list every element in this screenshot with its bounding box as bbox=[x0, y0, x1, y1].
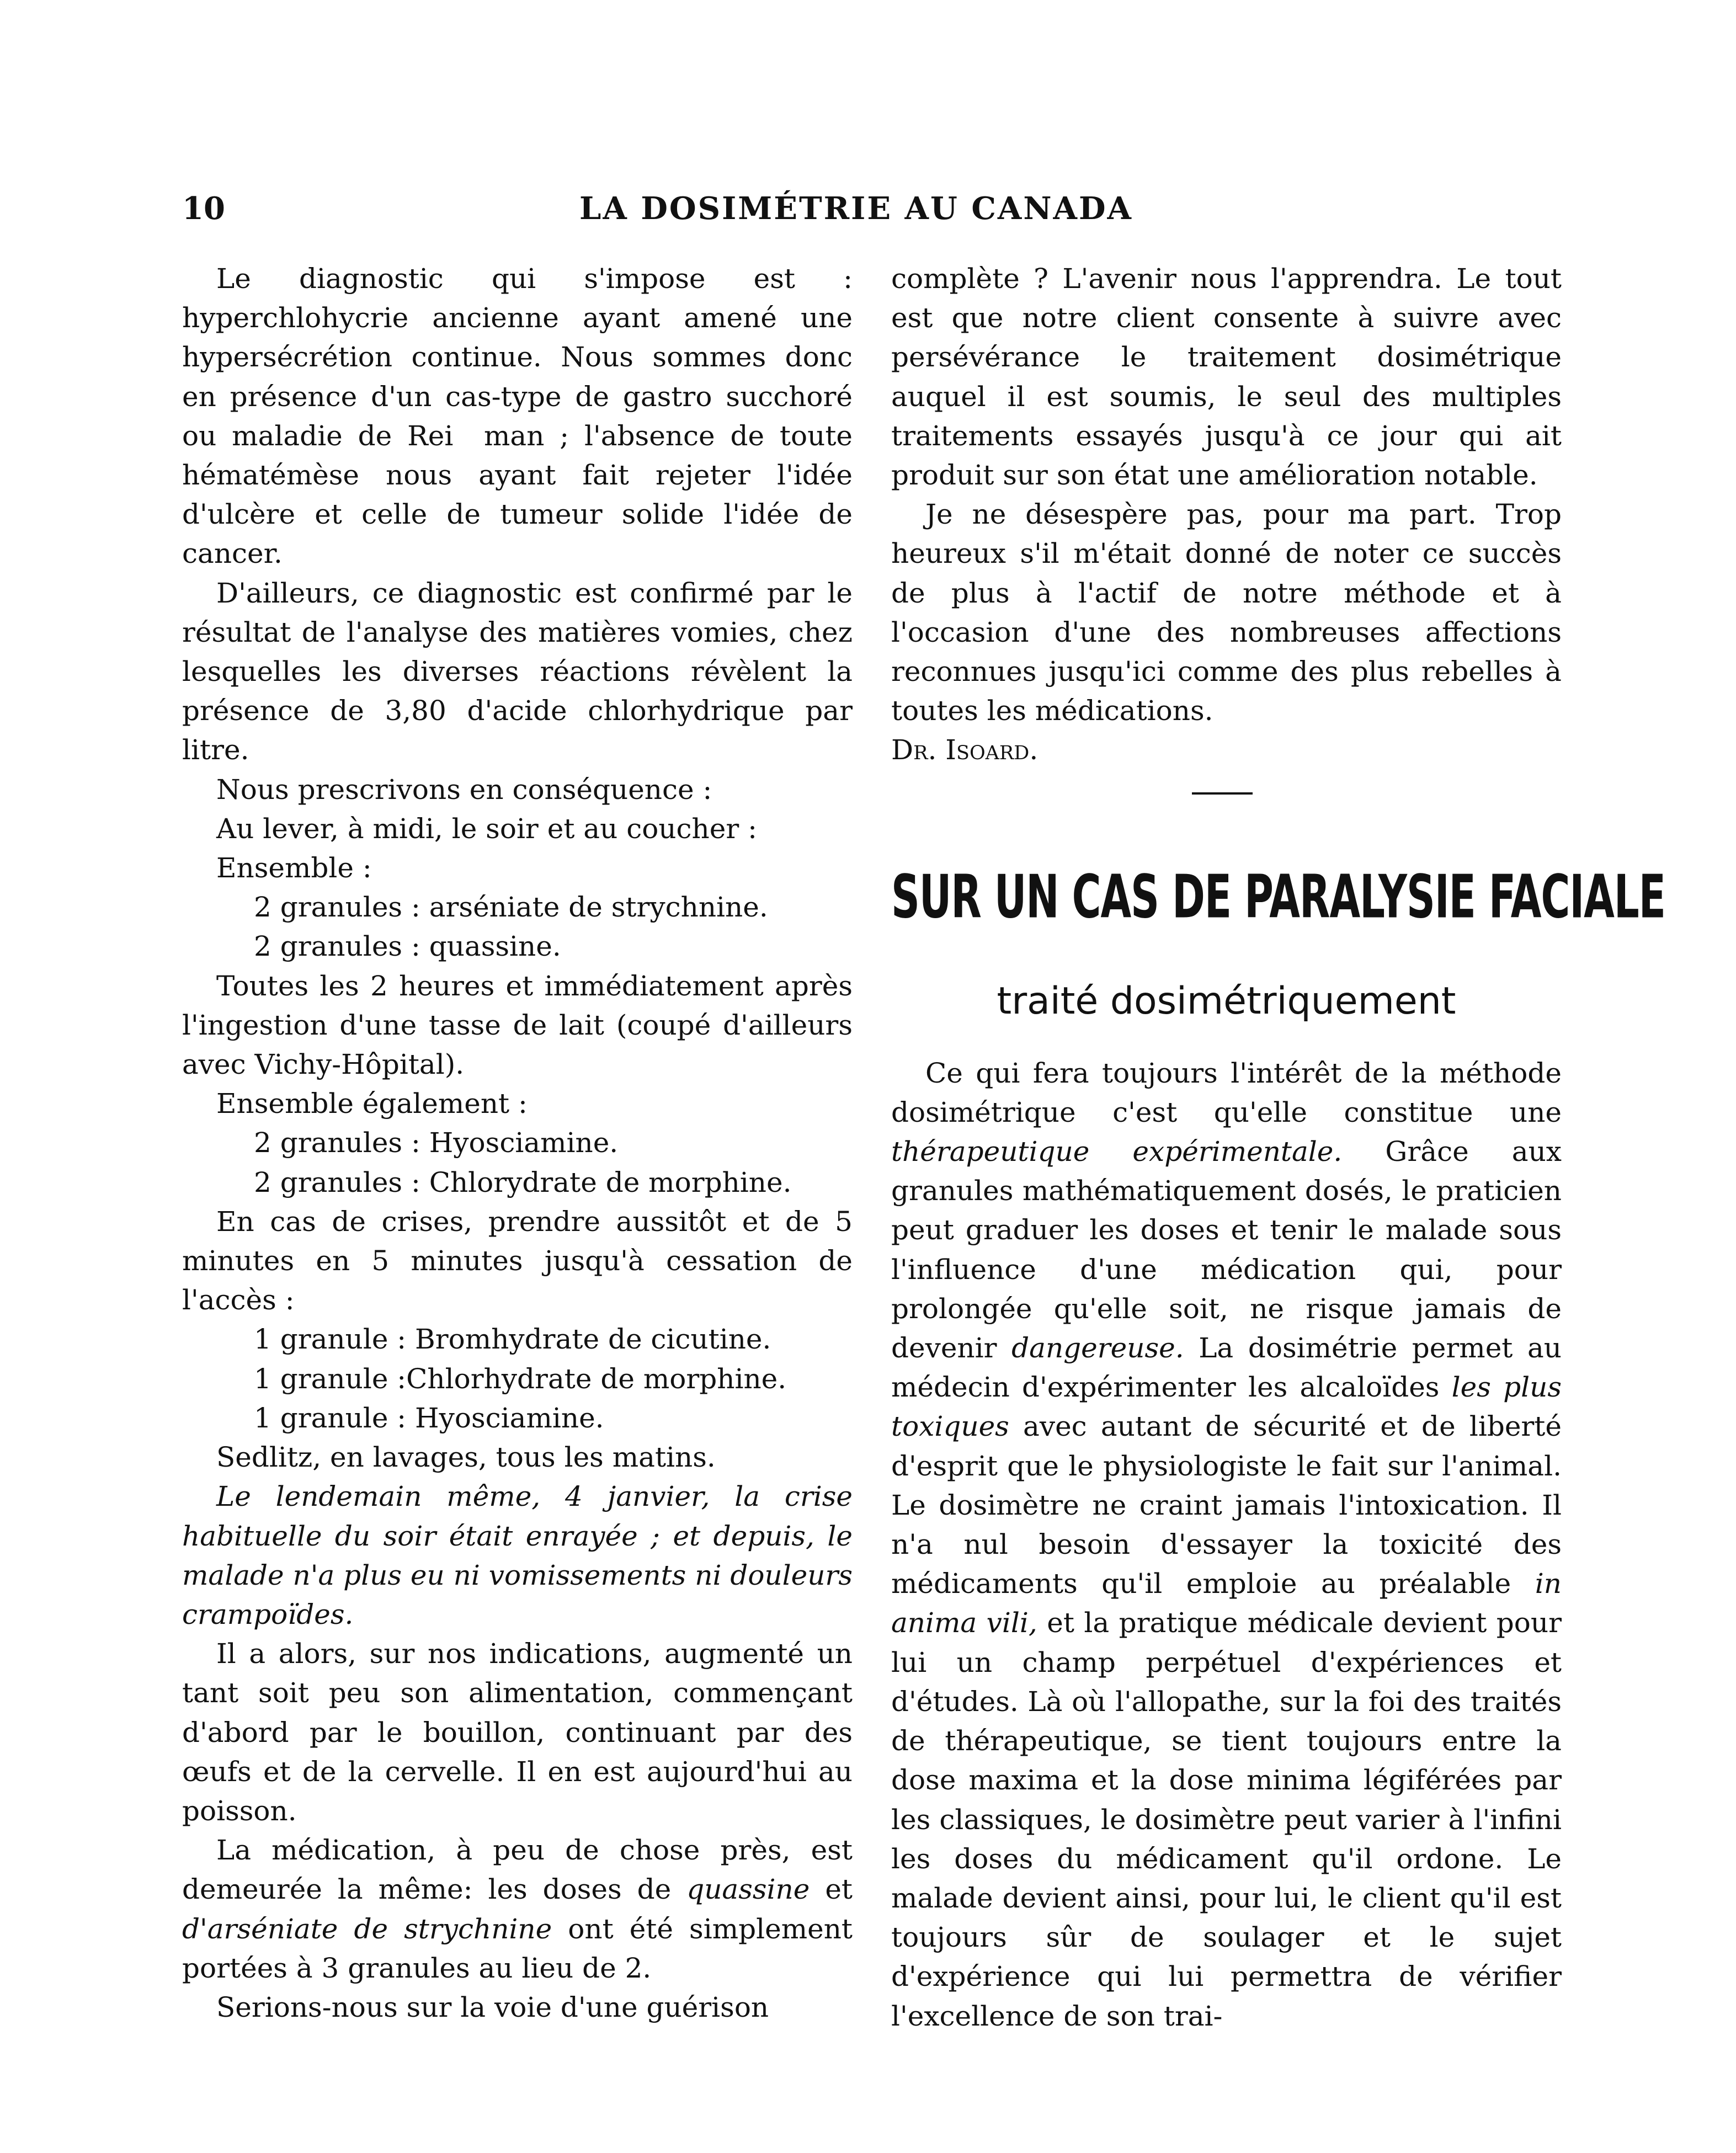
paragraph bbox=[182, 1831, 853, 1988]
prescription-item: 2 granules : arséniate de strychnine. bbox=[254, 891, 768, 924]
prescription-item: 2 granules : Chlorydrate de morphine. bbox=[254, 1166, 792, 1198]
prescription-timing: Au lever, à midi, le soir et au coucher : bbox=[216, 812, 757, 845]
paragraph: En cas de crises, prendre aussitôt et de 5 minutes en 5 minutes jusqu'à cessation de l'accès : bbox=[182, 1205, 853, 1317]
text-run: Grâce aux granules mathématiquement dosés, le praticien peut graduer les doses et tenir le malade sous l'influence d'une médication qui, pour prolongée qu'elle soit, ne risque jamais de devenir bbox=[891, 1136, 1562, 1365]
page-header bbox=[182, 179, 1578, 235]
paragraph: Toutes les 2 heures et immédiatement après l'ingestion d'une tasse de lait (coupé d'ailleurs avec Vichy-Hôpital). bbox=[182, 969, 853, 1081]
text-run: et la pratique médicale devient pour lui un champ perpétuel d'expériences et d'études. Là où l'allopathe, sur la foi des traités de thérapeutique, se tient toujours entre la dose maxima et la dose minima légiférées par les classiques, le dosimètre peut varier à l'infini les doses du médicament qu'il ordone. Le malade devient ainsi, pour lui, le client qu'il est toujours sûr de soulager et le sujet d'expérience qui lui permettra de vérifier l'excellence de son trai- bbox=[891, 1607, 1562, 2032]
text-run-italic: in anima vili, bbox=[891, 1568, 1562, 1639]
running-title: LA DOSIMÉTRIE AU CANADA bbox=[579, 190, 1133, 227]
text-run-italic: d'arséniate de strychnine bbox=[182, 1912, 552, 1945]
signature: Dr. Isoard. bbox=[891, 734, 1039, 766]
left-column bbox=[182, 259, 853, 2027]
section-divider bbox=[1192, 792, 1253, 795]
prescription-group: Ensemble : bbox=[216, 852, 372, 884]
prescription-intro: Nous prescrivons en conséquence : bbox=[216, 773, 712, 806]
prescription-item: 1 granule : Hyosciamine. bbox=[254, 1401, 604, 1434]
text-run: ont été simplement portées à 3 granules au lieu de 2. bbox=[182, 1912, 853, 1984]
prescription-group: Ensemble également : bbox=[216, 1088, 528, 1120]
text-run-italic: dangereuse. bbox=[1011, 1332, 1184, 1365]
paragraph: Le diagnostic qui s'impose est : hyperchlohycrie ancienne ayant amené une hypersécrétion continue. Nous sommes donc en présence d'un cas-type de gastro succhoré ou maladie de Rei man ; l'absence de toute hématémèse nous ayant fait rejeter l'idée d'ulcère et celle de tumeur solide l'idée de cancer. bbox=[182, 263, 853, 570]
prescription-item: 1 granule :Chlorhydrate de morphine. bbox=[254, 1362, 787, 1395]
prescription-item: 2 granules : quassine. bbox=[254, 930, 561, 963]
paragraph: D'ailleurs, ce diagnostic est confirmé par le résultat de l'analyse des matières vomies, chez lesquelles les diverses réactions révèlent la présence de 3,80 d'acide chlorhydrique par litre. bbox=[182, 577, 853, 766]
paragraph bbox=[891, 1054, 1562, 2036]
prescription-item: Sedlitz, en lavages, tous les matins. bbox=[216, 1441, 716, 1474]
text-run: et bbox=[810, 1873, 853, 1906]
paragraph-italic: Le lendemain même, 4 janvier, la crise habituelle du soir était enrayée ; et depuis, le malade n'a plus eu ni vomissements ni douleurs crampoïdes. bbox=[182, 1480, 853, 1630]
text-run-italic: quassine bbox=[686, 1873, 810, 1906]
text-run: La médication, à peu de chose près, est demeurée la même: les doses de bbox=[182, 1834, 853, 1906]
text-run-italic: les plus toxiques bbox=[891, 1371, 1562, 1443]
paragraph: Il a alors, sur nos indications, augmenté un tant soit peu son alimentation, commençant d'abord par le bouillon, continuant par des œufs et de la cervelle. Il en est aujourd'hui au poisson. bbox=[182, 1638, 853, 1827]
text-run-italic: thérapeutique expérimentale. bbox=[891, 1136, 1343, 1168]
prescription-item: 2 granules : Hyosciamine. bbox=[254, 1127, 619, 1159]
paragraph: Serions-nous sur la voie d'une guérison bbox=[216, 1991, 769, 2023]
article-heading: SUR UN CAS DE PARALYSIE FACIALE bbox=[891, 861, 1665, 931]
right-column bbox=[891, 259, 1665, 2036]
text-run: avec autant de sécurité et de liberté d'esprit que le physiologiste le fait sur l'animal. Le dosimètre ne craint jamais l'intoxication. Il n'a nul besoin d'essayer la toxicité des médicaments qu'il emploie au préalable bbox=[891, 1410, 1562, 1600]
text-run: La dosimétrie permet au médecin d'expérimenter les alcaloïdes bbox=[891, 1332, 1562, 1404]
prescription-item: 1 granule : Bromhydrate de cicutine. bbox=[254, 1323, 771, 1356]
paragraph: Je ne désespère pas, pour ma part. Trop heureux s'il m'était donné de noter ce succès de plus à l'actif de notre méthode et à l'occasion d'une des nombreuses affections reconnues jusqu'ici comme des plus rebelles à toutes les médications. bbox=[891, 498, 1562, 727]
article-subheading: traité dosimétriquement bbox=[997, 979, 1456, 1023]
paragraph: complète ? L'avenir nous l'apprendra. Le tout est que notre client consente à suivre avec persévérance le traitement dosimétrique auquel il est soumis, le seul des multiples traitements essayés jusqu'à ce jour qui ait produit sur son état une amélioration notable. bbox=[891, 263, 1562, 492]
page-number: 10 bbox=[182, 190, 225, 227]
text-run: Ce qui fera toujours l'intérêt de la méthode dosimétrique c'est qu'elle constitue une bbox=[891, 1057, 1562, 1128]
